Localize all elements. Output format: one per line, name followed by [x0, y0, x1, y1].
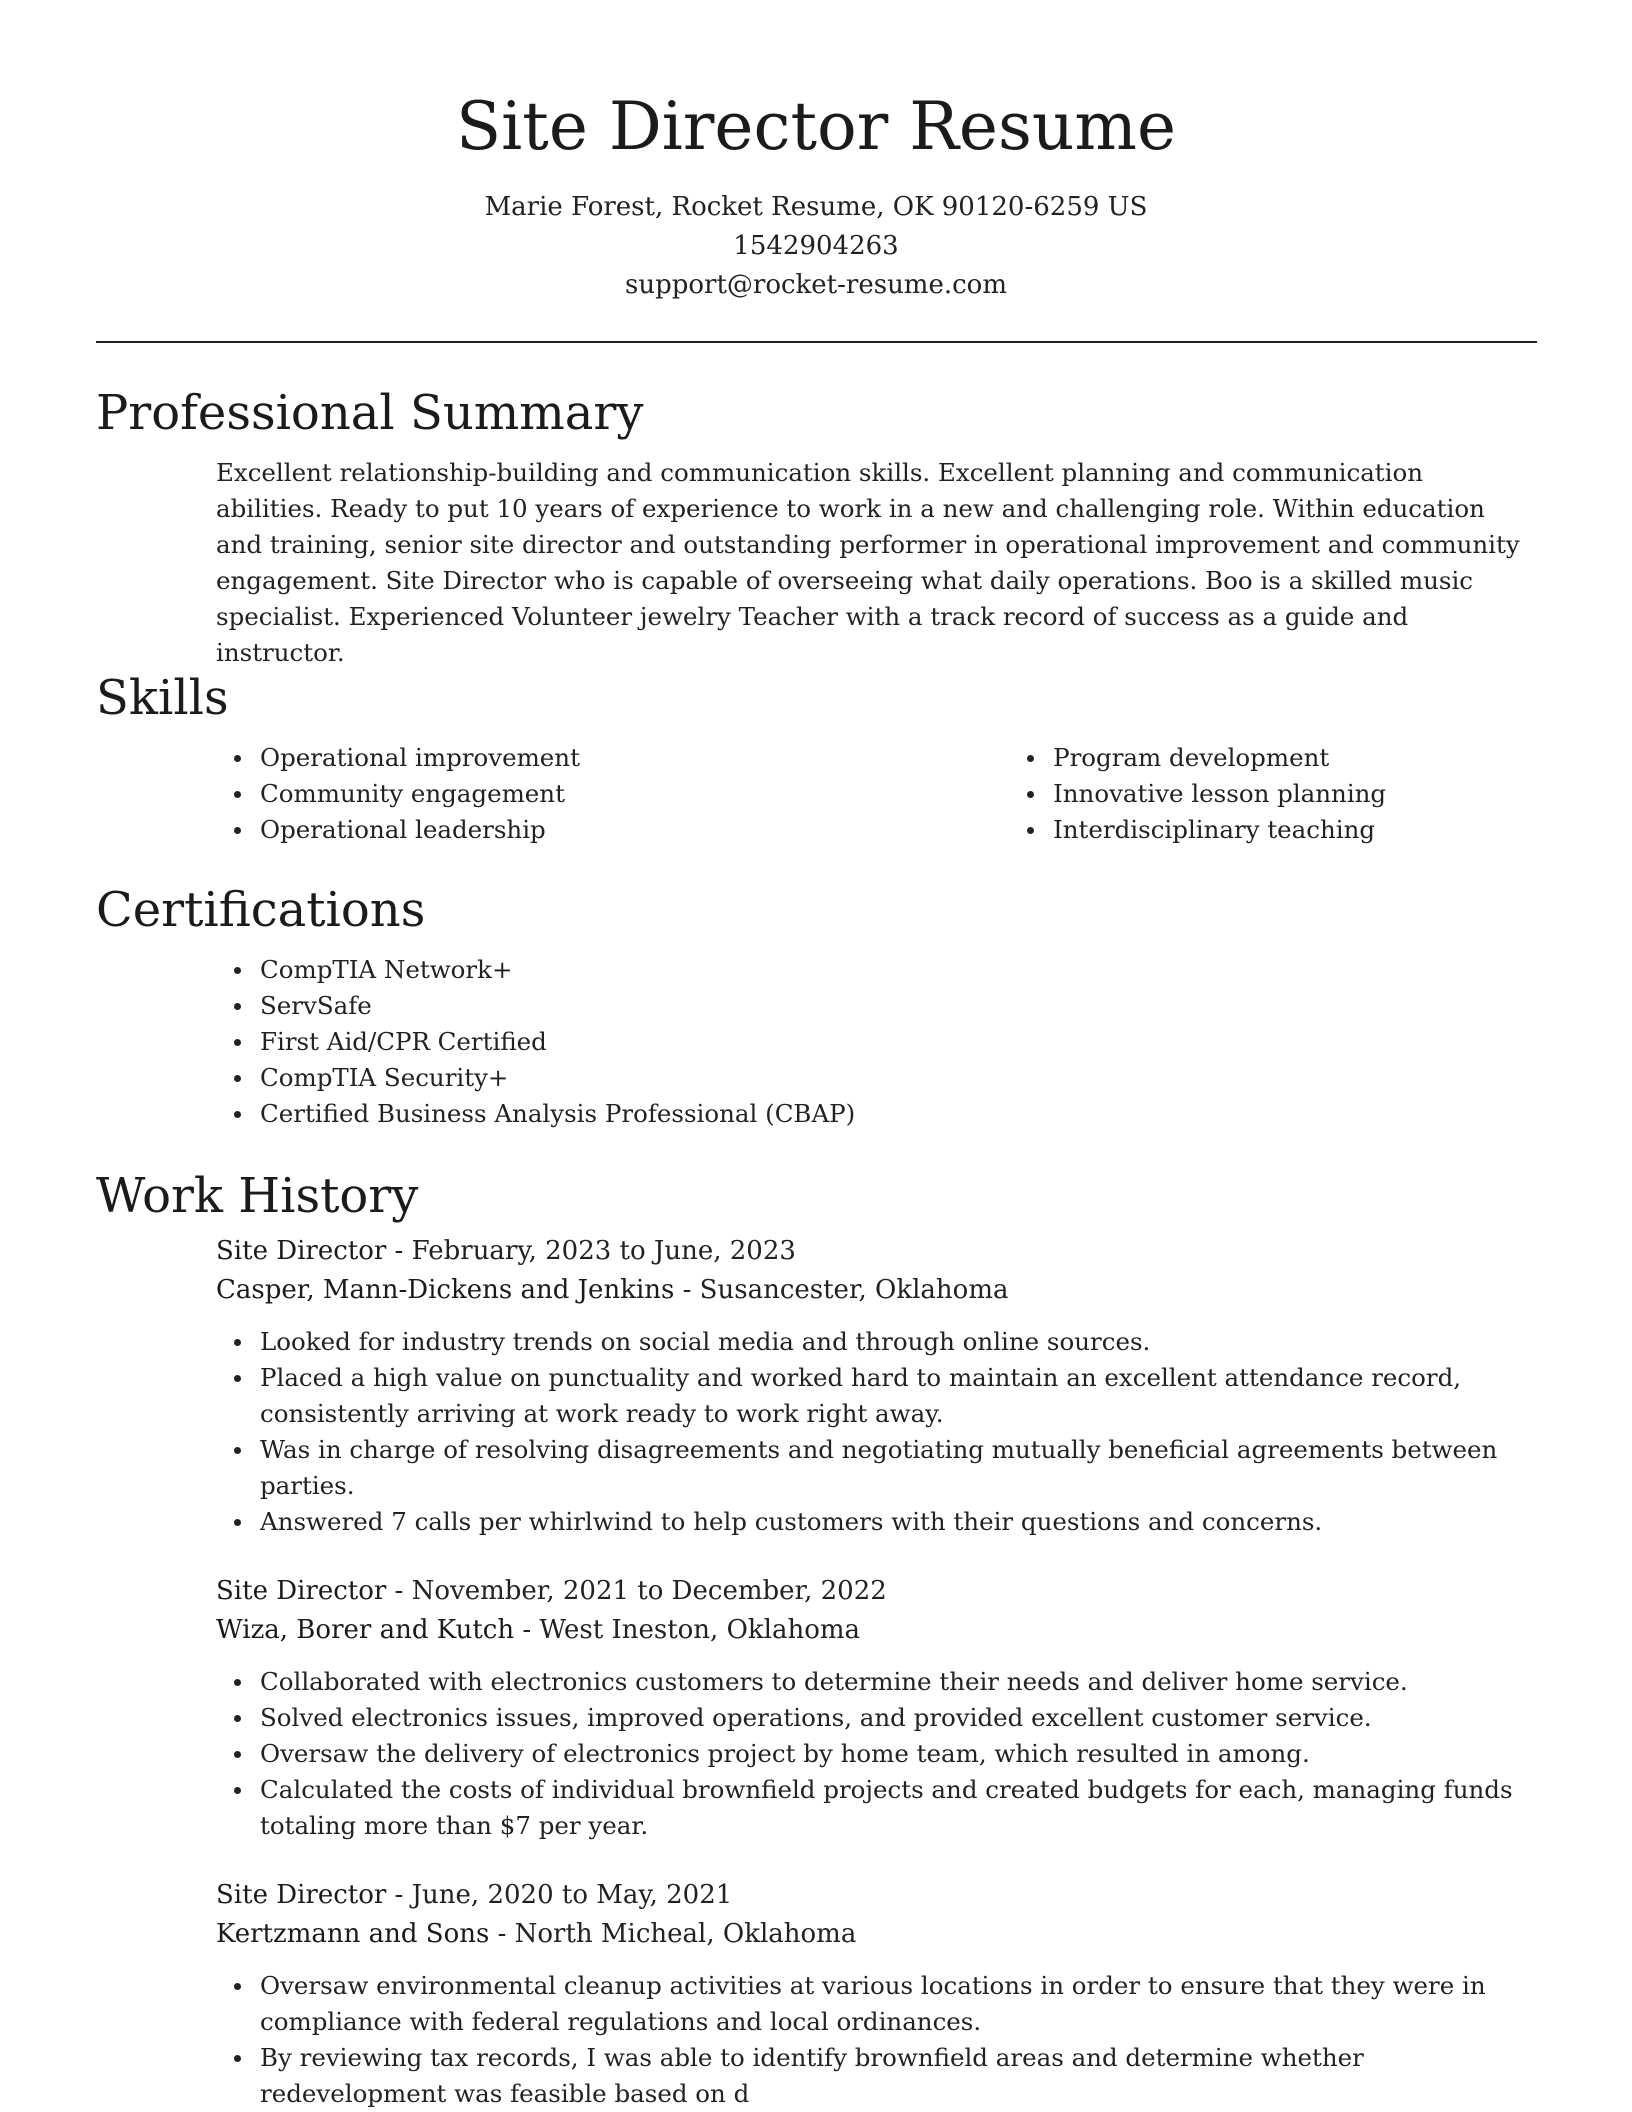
summary-section: [96, 383, 1537, 671]
list-item: Was in charge of resolving disagreements and negotiating mutually beneficial agreements between parties.: [260, 1432, 1537, 1504]
job-location: - West Ineston, Oklahoma: [514, 1615, 861, 1645]
job-duties-list: [216, 1968, 1537, 2112]
certifications-section: [96, 880, 1537, 1132]
contact-block: [0, 188, 1632, 305]
job-title-line: [216, 1572, 1537, 1611]
list-item: ServSafe: [260, 988, 1537, 1024]
list-item: By reviewing tax records, I was able to identify brownfield areas and determine whether redevelopment was feasible based on d: [260, 2040, 1537, 2112]
job-company: Kertzmann and Sons: [216, 1919, 490, 1949]
job-dates: - February, 2023 to June, 2023: [386, 1236, 796, 1266]
list-item: Program development: [1053, 740, 1537, 776]
job-location: - North Micheal, Oklahoma: [489, 1919, 857, 1949]
list-item: First Aid/CPR Certified: [260, 1024, 1537, 1060]
job-company-line: [216, 1611, 1537, 1650]
skills-list-right: [889, 740, 1537, 848]
list-item: Certified Business Analysis Professional (CBAP): [260, 1096, 1537, 1132]
skills-grid: [96, 740, 1537, 848]
resume-header: [0, 0, 1632, 305]
list-item: Operational leadership: [260, 812, 889, 848]
work-heading: Work History: [96, 1168, 419, 1224]
job-dates: - June, 2020 to May, 2021: [386, 1880, 733, 1910]
list-item: Collaborated with electronics customers to determine their needs and deliver home service.: [260, 1664, 1537, 1700]
page-title: Site Director Resume: [455, 88, 1177, 165]
job-title: Site Director: [216, 1576, 387, 1606]
job-location: - Susancester, Oklahoma: [674, 1275, 1009, 1305]
list-item: Community engagement: [260, 776, 889, 812]
skills-heading: Skills: [96, 670, 229, 726]
list-item: Calculated the costs of individual brownfield projects and created budgets for each, managing funds totaling more than $7 per year.: [260, 1772, 1537, 1844]
list-item: Oversaw the delivery of electronics project by home team, which resulted in among.: [260, 1736, 1537, 1772]
list-item: Oversaw environmental cleanup activities at various locations in order to ensure that they were in compliance with federal regulations and local ordinances.: [260, 1968, 1537, 2040]
list-item: Operational improvement: [260, 740, 889, 776]
job-title: Site Director: [216, 1880, 387, 1910]
job-company-line: [216, 1271, 1537, 1310]
summary-heading: Professional Summary: [96, 385, 644, 441]
list-item: Innovative lesson planning: [1053, 776, 1537, 812]
work-section: [96, 1166, 1537, 2112]
contact-address: Marie Forest, Rocket Resume, OK 90120-6259 US: [484, 192, 1148, 222]
header-divider: [96, 341, 1537, 343]
skills-section: [96, 668, 1537, 848]
job-title-line: [216, 1876, 1537, 1915]
job-company-line: [216, 1915, 1537, 1954]
list-item: Solved electronics issues, improved operations, and provided excellent customer service.: [260, 1700, 1537, 1736]
contact-phone: 1542904263: [733, 231, 899, 261]
job-title: Site Director: [216, 1236, 387, 1266]
list-item: CompTIA Network+: [260, 952, 1537, 988]
contact-email: support@rocket-resume.com: [624, 270, 1007, 300]
certifications-heading: Certifications: [96, 882, 426, 938]
job-title-line: [216, 1232, 1537, 1271]
list-item: Placed a high value on punctuality and worked hard to maintain an excellent attendance record, consistently arriving at work ready to work right away.: [260, 1360, 1537, 1432]
job-duties-list: [216, 1664, 1537, 1844]
job-company: Wiza, Borer and Kutch: [216, 1615, 515, 1645]
job-company: Casper, Mann-Dickens and Jenkins: [216, 1275, 675, 1305]
list-item: Interdisciplinary teaching: [1053, 812, 1537, 848]
list-item: CompTIA Security+: [260, 1060, 1537, 1096]
job-entry: [216, 1876, 1537, 2112]
job-entry: [216, 1572, 1537, 1844]
job-dates: - November, 2021 to December, 2022: [386, 1576, 887, 1606]
job-entry: [216, 1232, 1537, 1540]
list-item: Looked for industry trends on social media and through online sources.: [260, 1324, 1537, 1360]
job-duties-list: [216, 1324, 1537, 1540]
list-item: Answered 7 calls per whirlwind to help customers with their questions and concerns.: [260, 1504, 1537, 1540]
skills-list-left: [96, 740, 889, 848]
summary-text: Excellent relationship-building and communication skills. Excellent planning and communication abilities. Ready to put 10 years of experience to work in a new and challenging role. Within education and training, senior site director and outstanding performer in operational improvement and community engagement. Site Director who is capable of overseeing what daily operations. Boo is a skilled music specialist. Experienced Volunteer jewelry Teacher with a track record of success as a guide and instructor.: [216, 458, 1520, 667]
certifications-list: [96, 952, 1537, 1132]
